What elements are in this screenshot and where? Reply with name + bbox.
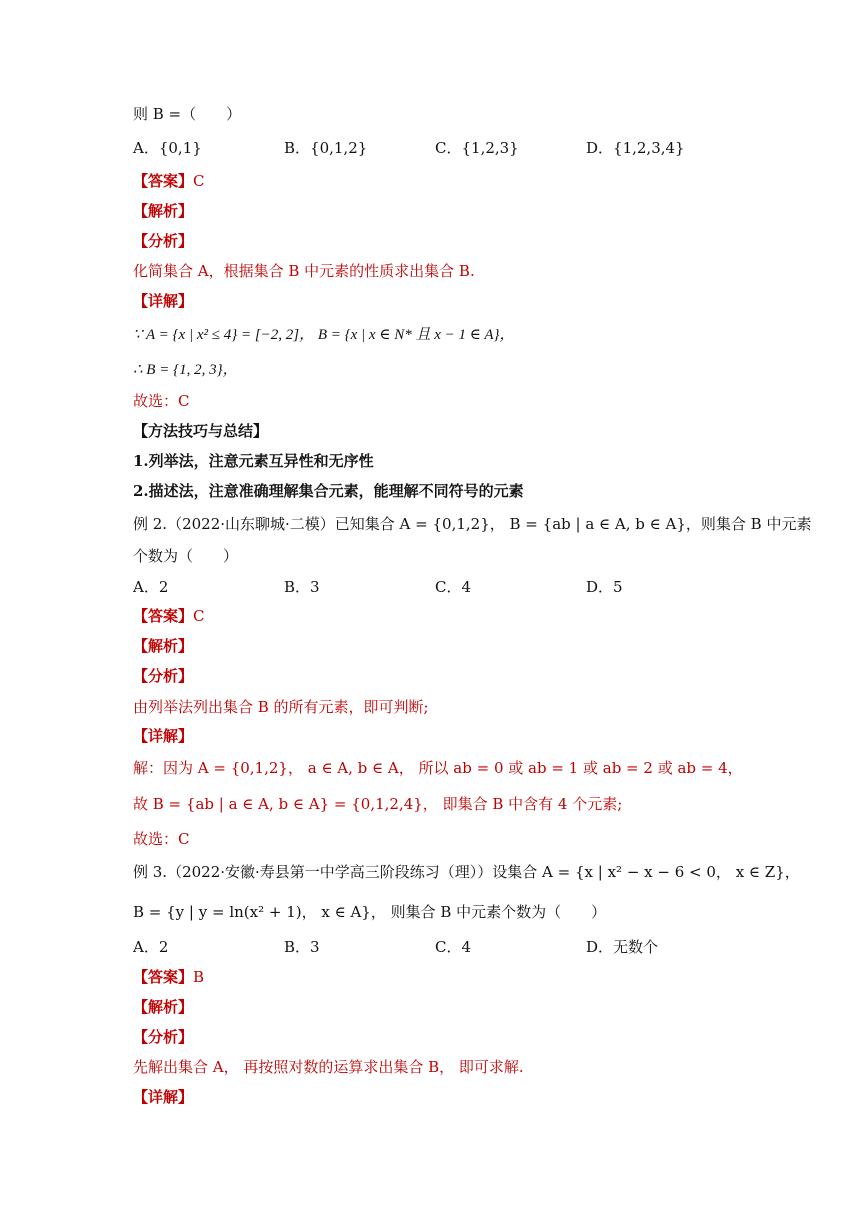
method-title: 【方法技巧与总结】: [133, 422, 269, 440]
option-b: B．3: [284, 578, 320, 596]
option-c: C．{1,2,3}: [435, 139, 519, 157]
option-d: D．{1,2,3,4}: [586, 139, 685, 157]
choice-line: 故选：C: [133, 830, 190, 848]
analysis-tag: 【解析】: [133, 202, 194, 220]
question-stem-tail: 则 B =（ ）: [133, 105, 242, 123]
option-b: B．3: [284, 938, 320, 956]
detail-tag: 【详解】: [133, 1088, 194, 1106]
answer-value: C: [193, 607, 205, 625]
fenxi-tag: 【分析】: [133, 667, 194, 685]
choice-line: 故选：C: [133, 392, 190, 410]
example-2-stem-2: 个数为（ ）: [133, 547, 239, 565]
fenxi-tag: 【分析】: [133, 232, 194, 250]
answer-line: [133, 171, 205, 191]
example-3-stem-2: B = {y | y = ln(x² + 1)， x ∈ A}， 则集合 B 中元素个数为（ ）: [133, 903, 607, 921]
detail-tag: 【详解】: [133, 727, 194, 745]
solution-step-1: ∵ A = {x | x² ≤ 4} = [−2, 2]， B = {x | x ∈ N* 且 x − 1 ∈ A}，: [133, 327, 515, 343]
option-a: A．2: [133, 938, 169, 956]
example-3-stem: 例 3.（2022·安徽·寿县第一中学高三阶段练习（理））设集合 A = {x | x² − x − 6 < 0， x ∈ Z}，: [133, 863, 800, 881]
answer-tag: 【答案】: [133, 172, 194, 190]
fenxi-text: 先解出集合 A， 再按照对数的运算求出集合 B， 即可求解.: [133, 1058, 524, 1076]
analysis-tag: 【解析】: [133, 998, 194, 1016]
answer-value: B: [193, 968, 205, 986]
option-a: A．{0,1}: [133, 139, 202, 157]
method-item-1: 1.列举法，注意元素互异性和无序性: [133, 452, 374, 470]
answer-tag: 【答案】: [133, 968, 194, 986]
analysis-tag: 【解析】: [133, 637, 194, 655]
solution-step-2: 故 B = {ab | a ∈ A, b ∈ A} = {0,1,2,4}， 即集合 B 中含有 4 个元素;: [133, 795, 623, 813]
solution-step-1: 解：因为 A = {0,1,2}， a ∈ A, b ∈ A， 所以 ab = 0 或 ab = 1 或 ab = 2 或 ab = 4，: [133, 759, 743, 777]
fenxi-text: 化简集合 A，根据集合 B 中元素的性质求出集合 B.: [133, 262, 475, 280]
option-d: D．无数个: [586, 938, 659, 956]
fenxi-text: 由列举法列出集合 B 的所有元素，即可判断;: [133, 698, 429, 716]
option-b: B．{0,1,2}: [284, 139, 368, 157]
answer-line: [133, 606, 205, 626]
option-d: D．5: [586, 578, 623, 596]
answer-tag: 【答案】: [133, 607, 194, 625]
solution-step-2: ∴ B = {1, 2, 3}，: [133, 362, 238, 378]
option-a: A．2: [133, 578, 169, 596]
fenxi-tag: 【分析】: [133, 1028, 194, 1046]
detail-tag: 【详解】: [133, 292, 194, 310]
option-c: C．4: [435, 578, 472, 596]
example-2-stem: 例 2.（2022·山东聊城·二模）已知集合 A = {0,1,2}， B = {ab | a ∈ A, b ∈ A}，则集合 B 中元素: [133, 515, 812, 533]
option-c: C．4: [435, 938, 472, 956]
method-item-2: 2.描述法，注意准确理解集合元素，能理解不同符号的元素: [133, 482, 524, 500]
answer-value: C: [193, 172, 205, 190]
answer-line: [133, 967, 204, 987]
